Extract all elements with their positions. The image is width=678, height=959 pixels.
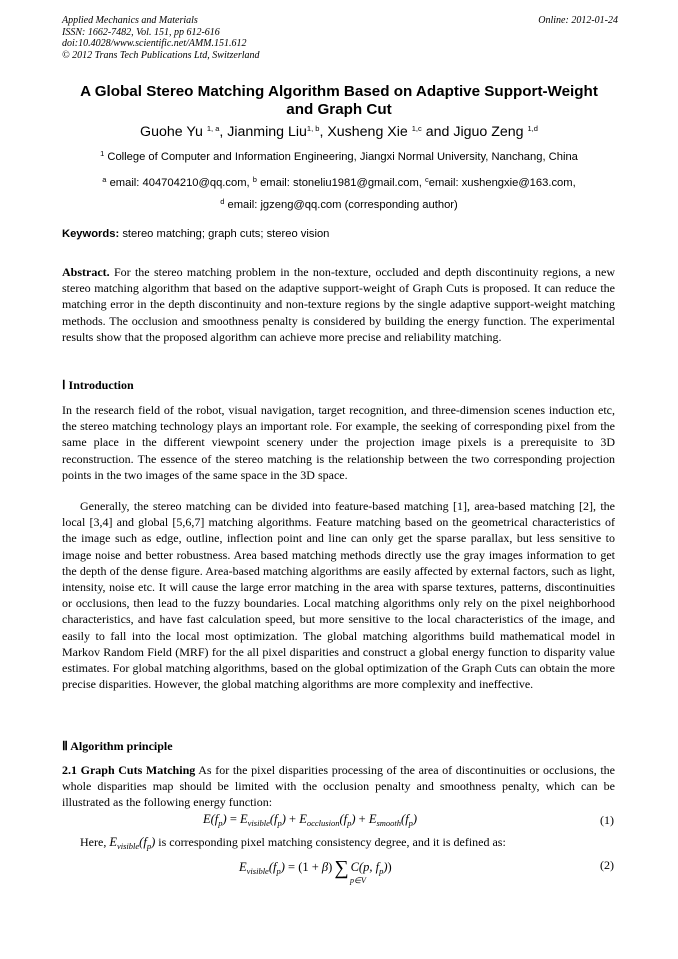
author-name: Jianming Liu (227, 124, 307, 140)
issn-line: ISSN: 1662-7482, Vol. 151, pp 612-616 (62, 26, 220, 38)
intro-paragraph-2: Generally, the stereo matching can be divided into feature-based matching [1], area-based matching [2], the local [3,4] and global [5,6,7] matching algorithms. Feature matching based on the geometrical characteristics of the image such as edge, outline, inflection point and line can only get the sparse parallax, but less sensitive to image noise and better robustness. Area based matching methods directly use the gray images information to get the depth of the dense figure. Area-based matching algorithms are easily affected by external factors, such as light, intensity, noise etc. It will cause the large error matching in the area with sparse textures, patterns, discontinuities or occlusions, then lead to the fuzzy boundaries. Local matching algorithms only rely on the pixel neighborhood characteristics, and have fast calculation speed, but more sensitive to the local characteristics of the image, and easily to fall into the local most optimization. The global matching algorithms build mathematical model in Markov Random Field (MRF) for the all pixel disparities and construct a global energy function to disparity value estimates. For global matching algorithms, based on the global optimization of the Graph Cuts can obtain the more precise disparities. However, the global matching algorithms are more complexity and ineffective. (62, 499, 615, 692)
abstract-label: Abstract. (62, 265, 110, 279)
equation-2-number: (2) (600, 858, 614, 872)
author-name: Guohe Yu (140, 124, 203, 140)
section-heading-algorithm: Ⅱ Algorithm principle (62, 739, 173, 753)
email-sup: a (102, 175, 107, 184)
here-line (62, 834, 615, 854)
author-sup: 1,c (411, 124, 422, 133)
title-line-2: and Graph Cut (286, 101, 392, 118)
here-prefix: Here, (80, 835, 107, 849)
email-b: email: stoneliu1981@gmail.com, (260, 177, 422, 189)
abstract (62, 264, 615, 345)
running-header (62, 15, 618, 61)
affiliation-text: College of Computer and Information Engineering, Jiangxi Normal University, Nanchang, China (107, 151, 578, 163)
section-heading-introduction: Ⅰ Introduction (62, 378, 134, 392)
inline-math-evisible: $E_{visible}(f_p)$ (109, 835, 156, 851)
email-a: email: 404704210@qq.com, (109, 177, 250, 189)
author-name: Jiguo Zeng (453, 124, 524, 140)
keywords (62, 227, 618, 241)
email-c: email: xushengxie@163.com, (428, 177, 576, 189)
author-list: Guohe Yu $^{1, a}$, Jianming Liu$^{1, b}$, Xusheng Xie $^{1,c}$ and Jiguo Zeng $^{1,d}$ (140, 124, 538, 140)
keywords-text: stereo matching; graph cuts; stereo vision (122, 228, 330, 240)
online-date: Online: 2012-01-24 (538, 15, 618, 26)
author-sup: 1,d (527, 124, 538, 133)
title-line-1: A Global Stereo Matching Algorithm Based on Adaptive Support-Weight (80, 83, 598, 100)
email-line-1 (40, 172, 638, 194)
sum-subscript: p∈V (350, 876, 366, 885)
email-block (40, 172, 638, 216)
graph-cuts-text: As for the pixel disparities processing of the area of discontinuities or occlusions, the whole disparities map should be limited with the occlusion penalty and smoothness penalty, which can be illustrated as the following energy function: (62, 763, 616, 810)
journal-name: Applied Mechanics and Materials (62, 15, 198, 26)
author-sup: 1, b (306, 124, 320, 133)
abstract-text: For the stereo matching problem in the non-texture, occluded and depth discontinuity regions, a new stereo matching algorithm that based on the adaptive support-weight of Graph Cuts is proposed. It can reduce the matching error in the depth discontinuity and non-texture regions by the single adaptive support-weight matching methods. The occlusion and smoothness penalty is considered by building the energy function. The experimental results show that the proposed algorithm can achieve more precise and reliability matching. (62, 265, 616, 344)
keywords-label: Keywords: (62, 228, 120, 240)
email-sup: c (425, 175, 429, 184)
subsection-label: 2.1 Graph Cuts Matching (62, 763, 196, 777)
email-sup: b (252, 175, 257, 184)
equation-2: $E_{visible}(f_p) = (1 + \beta)$ ∑ C(p, $f_p$)) (239, 857, 392, 879)
email-line-2 (40, 194, 638, 216)
doi-line: doi:10.4028/www.scientific.net/AMM.151.612 (62, 38, 247, 49)
copyright-line: © 2012 Trans Tech Publications Ltd, Switzerland (62, 49, 260, 61)
equation-1-number: (1) (600, 813, 614, 827)
equation-1: $E(f_p) = E_{visible}(f_p) + E_{occlusion}(f_p) + E_{smooth}(f_p)$ (203, 812, 418, 828)
graph-cuts-paragraph (62, 762, 615, 811)
author-sup: 1, a (206, 124, 220, 133)
here-suffix: is corresponding pixel matching consistency degree, and it is defined as: (158, 835, 506, 849)
email-d: email: jgzeng@qq.com (corresponding author) (227, 199, 458, 211)
author-conjunction: and (425, 124, 450, 140)
email-sup: d (220, 197, 225, 206)
affiliation (40, 150, 638, 164)
author-name: Xusheng Xie (327, 124, 408, 140)
intro-paragraph-1: In the research field of the robot, visual navigation, target recognition, and three-dimension scenes induction etc, the stereo matching technology plays an important role. For example, the seeking of corresponding pixel from the same place in the different viewpoint scenery under the projection image pixels is a prerequisite to 3D reconstruction. The essence of the stereo matching is the relationship between the two corresponding projection points in the two images of the same space in the 3D space. (62, 403, 615, 482)
paper-title (56, 83, 622, 119)
affiliation-sup: 1 (100, 149, 105, 158)
